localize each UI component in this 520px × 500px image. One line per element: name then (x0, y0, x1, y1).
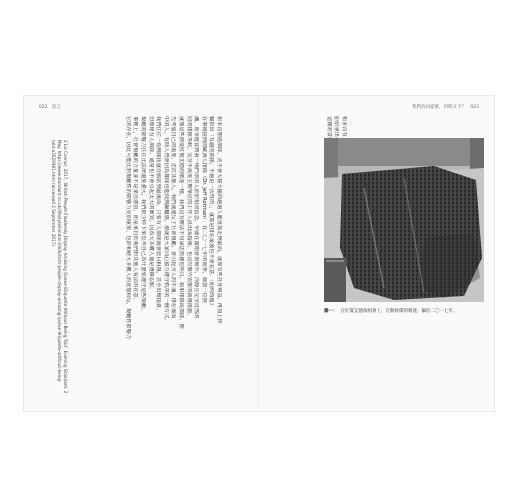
left-body-text (123, 116, 222, 356)
body-line: 在事後提到的歐洲人排隊（Dr. Jeff Rotman）：在二〇一七年的夏季，倫敦一位熱 (200, 116, 207, 303)
right-page-number: 023 (470, 105, 479, 110)
figure-label: 圖一： (324, 309, 338, 314)
body-line: 但即使有人插隊，通常也不會引起太大的衝突，因為大多數人還是選擇忍耐。 (147, 116, 154, 293)
footnote-line: May. https://www.standard.co.uk/lifestyle/london-life/british-people-display-amazing-queue-etiquette-without-being- (57, 140, 62, 383)
body-line: 潮，而幸運買到第一場門票的人紛紛拍照留念，早就在演唱會現場外，冷靜且完全自然的 (193, 116, 200, 319)
book-spread (24, 96, 494, 411)
body-line: 個掛出「有趣的插隊，不過是一次性的」，就算是排在最後也不會在意。《紐約時報》 (208, 116, 215, 308)
figure-caption (324, 308, 458, 314)
body-line: 它的存在，因此可能比對規範性的影響力更加重要，也許和絕大多數人的直覺相反，規範性影響力 (124, 116, 131, 340)
body-line: 就像這些熱愛紅髮艾德的歌迷一樣，我們沒有辦法不用深思熟慮也明白，如果排隊或插隊，便 (178, 116, 185, 329)
left-page (24, 96, 259, 411)
footnote-line: 2 Liz Connor, 2017, 'British People Flawlessly Display Amazing Queue Etiquette Without Being Told', Evening Standard, 2 (63, 140, 68, 394)
right-running-head: 我們為何從眾，何時又不？ (411, 105, 466, 110)
right-page (259, 96, 494, 411)
left-footnote (50, 140, 68, 394)
right-running-header (412, 104, 482, 110)
body-line: 根本沒想過插隊，更不會大搖大擺的越過人龍直接走到前面，就算有些自身利益，再加上挨 (216, 116, 222, 324)
body-line: 事實上，社會規範的力量並不是來自懲罰，而是來自於我們對其他人看法的在意。 (132, 116, 139, 303)
left-running-header (36, 104, 61, 110)
body-line: 中的人，有時人們會因為排隊也能找到歸屬感，那就是大家同心協力遵守秩序的一種方式。 (162, 116, 169, 324)
figure-caption-text: 在紅髮艾德演唱會上，自動排隊的歌迷，攝於二〇一七年。 (340, 309, 458, 314)
left-page-number: 022 (39, 105, 48, 110)
body-line: 照的排隊等候，完全不需要主辦單位的工作人員出面指揮，也沒有額外安排的疏導措施。 (185, 116, 192, 319)
body-line: 我們往往一看到隊伍就自動站到最後面，只要有人插隊就會怒目相視，甚至出聲指責。 (155, 116, 162, 314)
crowd-photo-image (324, 138, 484, 302)
body-line: 先考量自己的需要，忠於其他人，我們就違反了社會規範，會引起旁人的不滿，排在後面 (170, 116, 177, 319)
body-line: 規範的影響力往往比法律還要強大，我們很少停下來思考自己為什麼要遵守這些規範。 (140, 116, 147, 314)
crowd-photo (324, 138, 484, 302)
footnote-line: told-a3529381.html (accessed 2 September 2017). (51, 140, 56, 248)
left-running-head: 前言 (52, 105, 62, 110)
